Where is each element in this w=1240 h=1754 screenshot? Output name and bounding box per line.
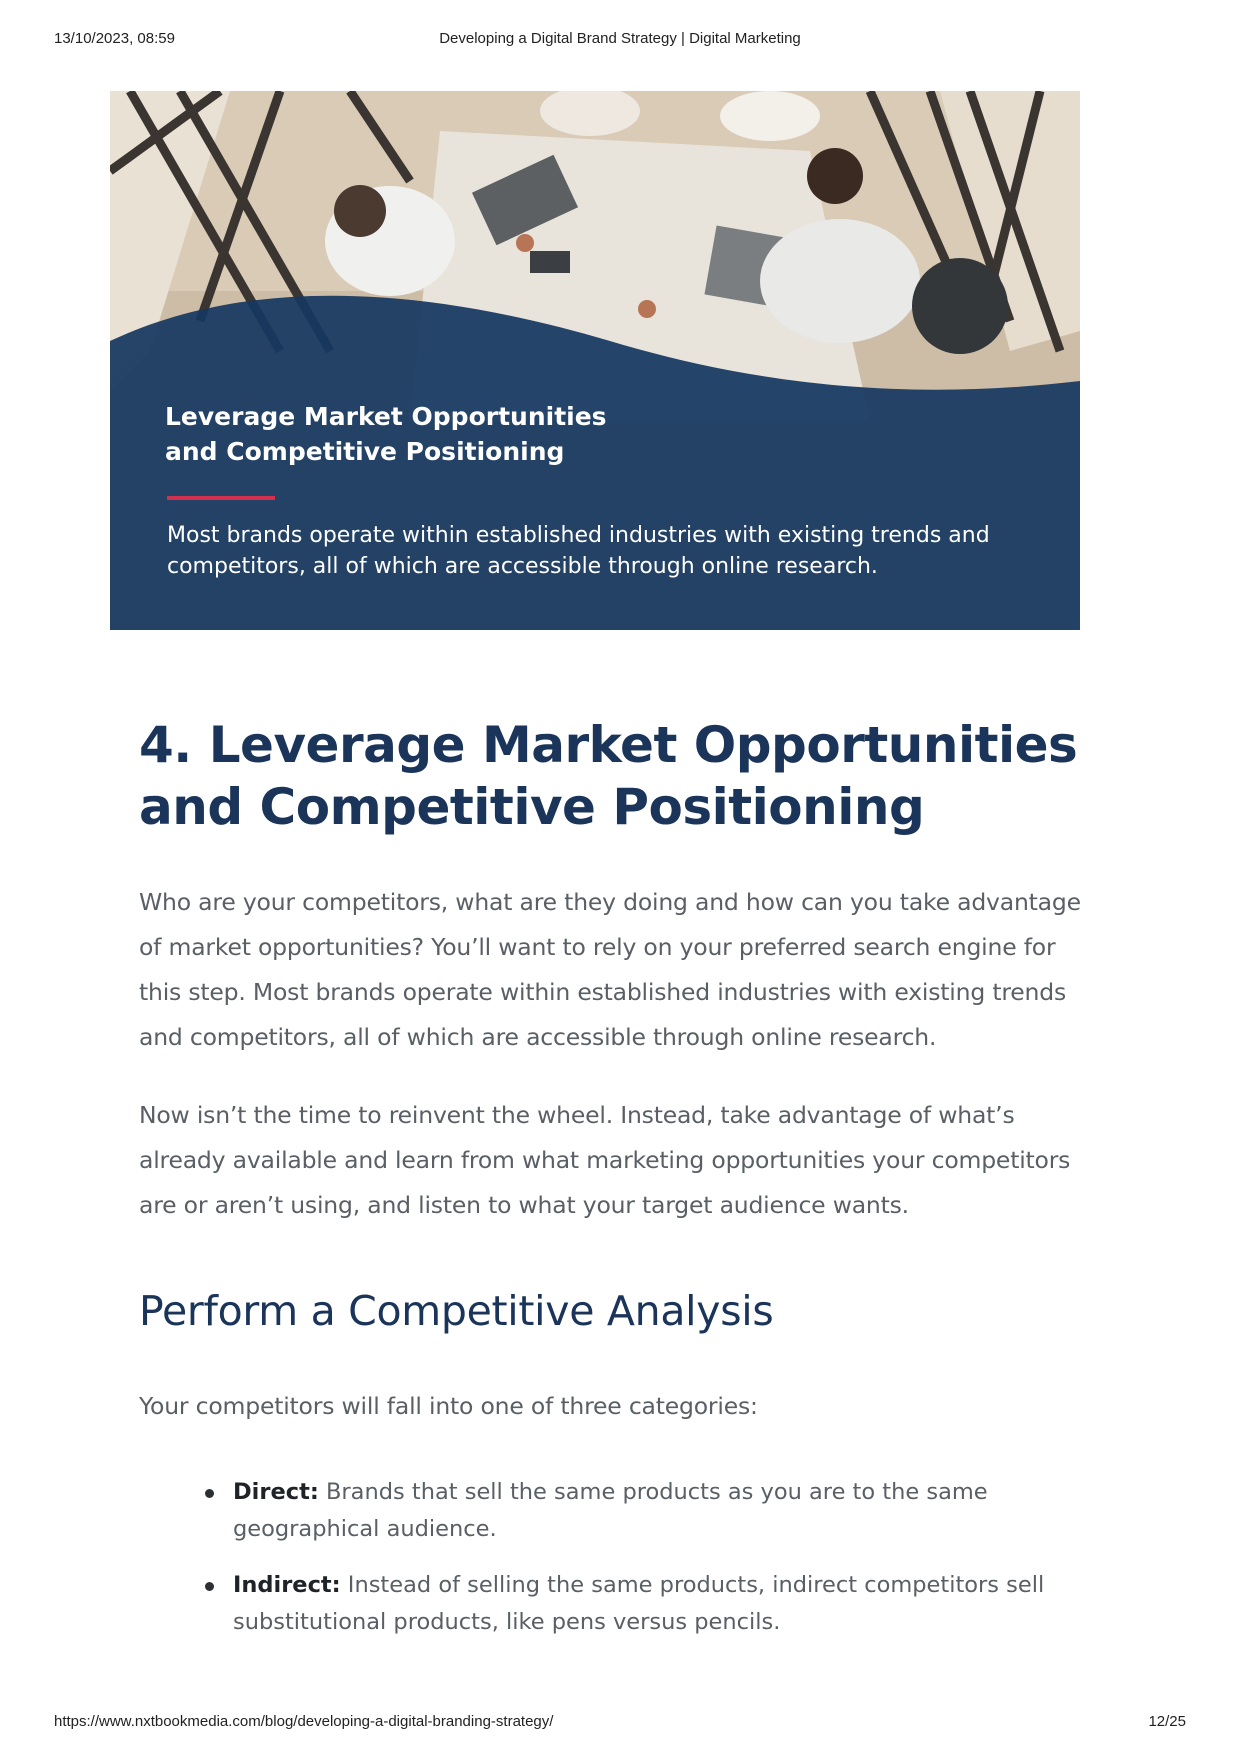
list-item bbox=[233, 1474, 1053, 1548]
print-url: https://www.nxtbookmedia.com/blog/developing-a-digital-branding-strategy/ bbox=[54, 1713, 554, 1730]
print-page-title: Developing a Digital Brand Strategy | Digital Marketing bbox=[439, 30, 801, 47]
section-title bbox=[139, 714, 1099, 838]
category-term: Indirect: bbox=[233, 1572, 341, 1598]
list-item bbox=[233, 1567, 1053, 1641]
section-title-line1: 4. Leverage Market Opportunities bbox=[139, 716, 1078, 774]
category-description: Brands that sell the same products as you are to the same geographical audience. bbox=[233, 1479, 988, 1542]
hero-text-line2: competitors, all of which are accessible through online research. bbox=[167, 554, 878, 579]
article-paragraph-2: Now isn’t the time to reinvent the wheel. Instead, take advantage of what’s already available and learn from what marketing opportunities your competitors are or aren’t using, and listen to what your target audience wants. bbox=[139, 1101, 1071, 1219]
competitor-category-list bbox=[233, 1474, 1053, 1660]
hero-title-line2: and Competitive Positioning bbox=[165, 437, 565, 466]
hero-text bbox=[167, 520, 1027, 582]
print-page-number: 12/25 bbox=[1148, 1713, 1186, 1730]
article-paragraph-1: Who are your competitors, what are they doing and how can you take advantage of market opportunities? You’ll want to rely on your preferred search engine for this step. Most brands operate within established industries with existing trends and competitors, all of which are accessible through online research. bbox=[139, 888, 1081, 1051]
hero-text-line1: Most brands operate within established industries with existing trends and bbox=[167, 523, 990, 548]
subheading: Perform a Competitive Analysis bbox=[139, 1287, 774, 1335]
category-description: Instead of selling the same products, indirect competitors sell substitutional products, like pens versus pencils. bbox=[233, 1572, 1045, 1635]
hero-title bbox=[165, 399, 725, 469]
hero-accent-rule bbox=[167, 496, 275, 500]
categories-intro: Your competitors will fall into one of three categories: bbox=[139, 1392, 758, 1420]
hero-banner-image bbox=[110, 91, 1080, 630]
category-term: Direct: bbox=[233, 1479, 319, 1505]
section-title-line2: and Competitive Positioning bbox=[139, 778, 925, 836]
hero-title-line1: Leverage Market Opportunities bbox=[165, 402, 607, 431]
print-datetime: 13/10/2023, 08:59 bbox=[54, 30, 175, 47]
